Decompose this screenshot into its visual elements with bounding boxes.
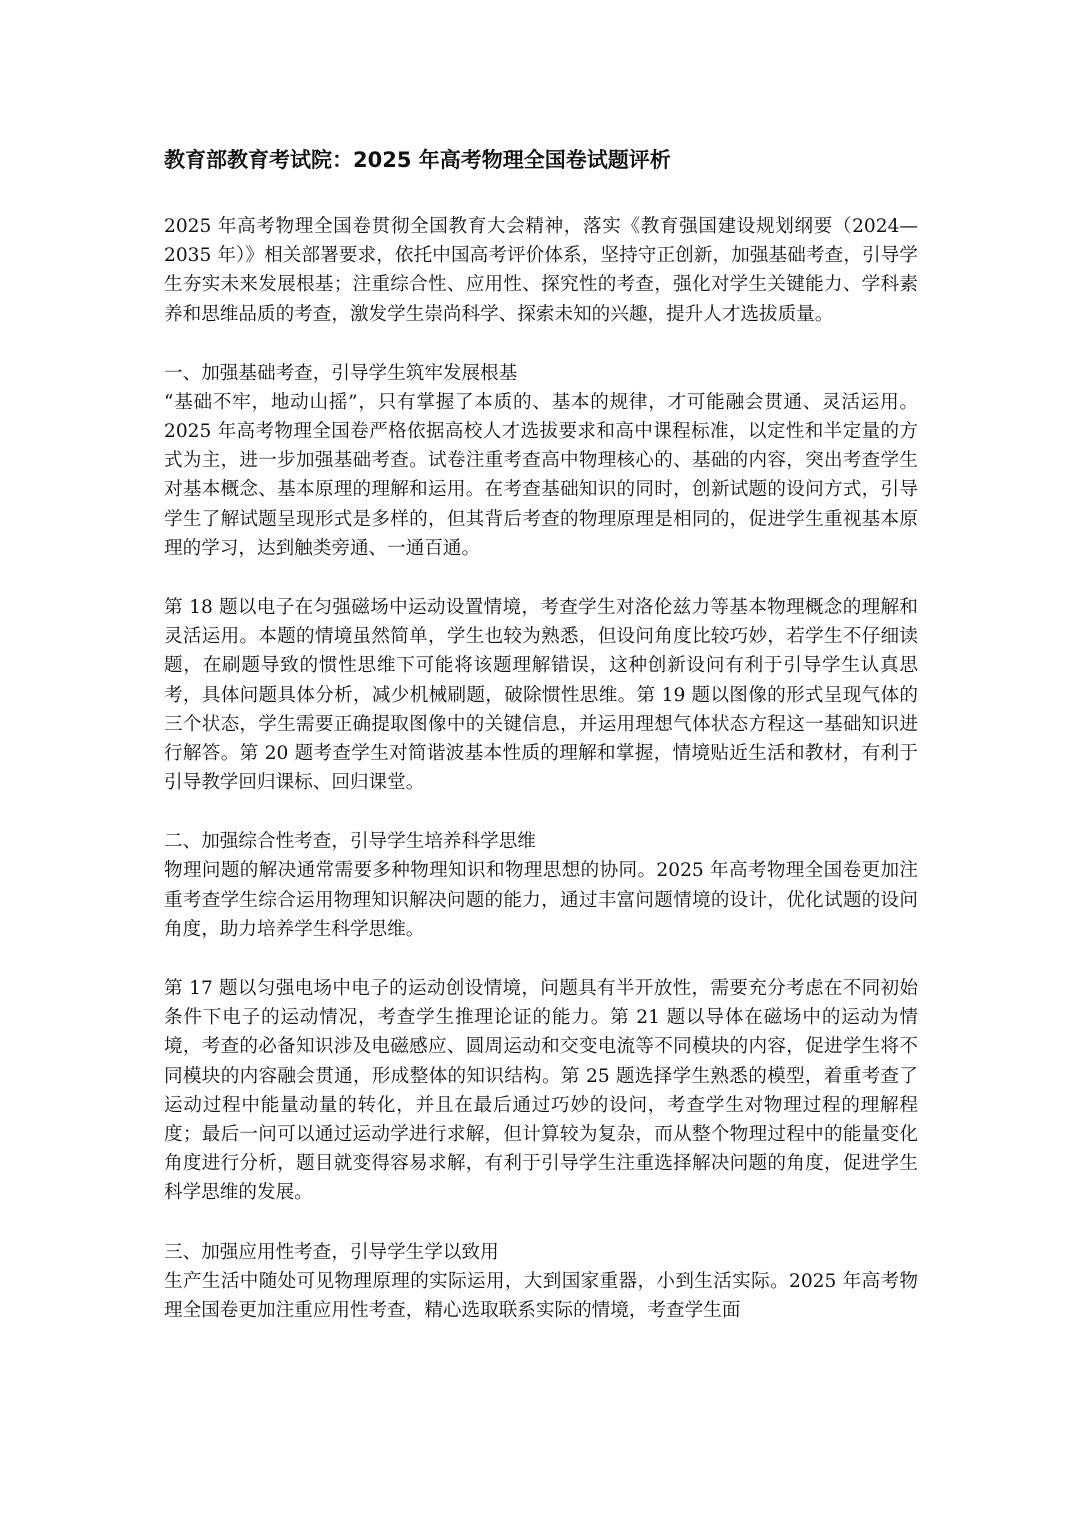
section-paragraph: “基础不牢，地动山摇”，只有掌握了本质的、基本的规律，才可能融会贯通、灵活运用。2025 年高考物理全国卷严格依据高校人才选拔要求和高中课程标准，以定性和半定量的方式为主，进一步加强基础考查。试卷注重考查高中物理核心的、基础的内容，突出考查学生对基本概念、基本原理的理解和运用。在考查基础知识的同时，创新试题的设问方式，引导学生了解试题呈现形式是多样的，但其背后考查的物理原理是相同的，促进学生重视基本原理的学习，达到触类旁通、一通百通。 [164, 391, 918, 559]
section-heading: 一、加强基础考查，引导学生筑牢发展根基 [164, 362, 518, 384]
intro-paragraph: 2025 年高考物理全国卷贯彻全国教育大会精神，落实《教育强国建设规划纲要（2024—2035 年）》相关部署要求，依托中国高考评价体系，坚持守正创新，加强基础考查，引导学生夯实未来发展根基；注重综合性、应用性、探究性的考查，强化对学生关键能力、学科素养和思维品质的考查，激发学生崇尚科学、探索未知的兴趣，提升人才选拔质量。 [164, 216, 918, 325]
intro-block [164, 212, 918, 329]
section-paragraph: 物理问题的解决通常需要多种物理知识和物理思想的协同。2025 年高考物理全国卷更加注重考查学生综合运用物理知识解决问题的能力，通过丰富问题情境的设计，优化试题的设问角度，助力培养学生科学思维。 [164, 860, 918, 940]
section-paragraph: 第 17 题以匀强电场中电子的运动创设情境，问题具有半开放性，需要充分考虑在不同初始条件下电子的运动情况，考查学生推理论证的能力。第 21 题以导体在磁场中的运动为情境，考查的必备知识涉及电磁感应、圆周运动和交变电流等不同模块的内容，促进学生将不同模块的内容融会贯通，形成整体的知识结构。第 25 题选择学生熟悉的模型，着重考查了运动过程中能量动量的转化，并且在最后通过巧妙的设问，考查学生对物理过程的理解程度；最后一问可以通过运动学进行求解，但计算较为复杂，而从整个物理过程中的能量变化角度进行分析，题目就变得容易求解，有利于引导学生注重选择解决问题的角度，促进学生科学思维的发展。 [164, 978, 918, 1204]
section-2-continued [164, 974, 918, 1208]
section-paragraph: 第 18 题以电子在匀强磁场中运动设置情境，考查学生对洛伦兹力等基本物理概念的理解和灵活运用。本题的情境虽然简单，学生也较为熟悉，但设问角度比较巧妙，若学生不仔细读题，在刷题导致的惯性思维下可能将该题理解错误，这种创新设问有利于引导学生认真思考，具体问题具体分析，减少机械刷题，破除惯性思维。第 19 题以图像的形式呈现气体的三个状态，学生需要正确提取图像中的关键信息，并运用理想气体状态方程这一基础知识进行解答。第 20 题考查学生对简谐波基本性质的理解和掌握，情境贴近生活和教材，有利于引导教学回归课标、回归课堂。 [164, 597, 918, 794]
section-paragraph: 生产生活中随处可见物理原理的实际运用，大到国家重器，小到生活实际。2025 年高考物理全国卷更加注重应用性考查，精心选取联系实际的情境，考查学生面 [164, 1270, 918, 1321]
document-title: 教育部教育考试院：2025 年高考物理全国卷试题评析 [164, 148, 671, 172]
section-1-continued [164, 593, 918, 797]
section-3 [164, 1238, 918, 1325]
document-page [164, 142, 918, 1355]
section-heading: 三、加强应用性考查，引导学生学以致用 [164, 1241, 499, 1263]
section-heading: 二、加强综合性考查，引导学生培养科学思维 [164, 831, 536, 853]
section-1 [164, 359, 918, 563]
section-2 [164, 827, 918, 944]
